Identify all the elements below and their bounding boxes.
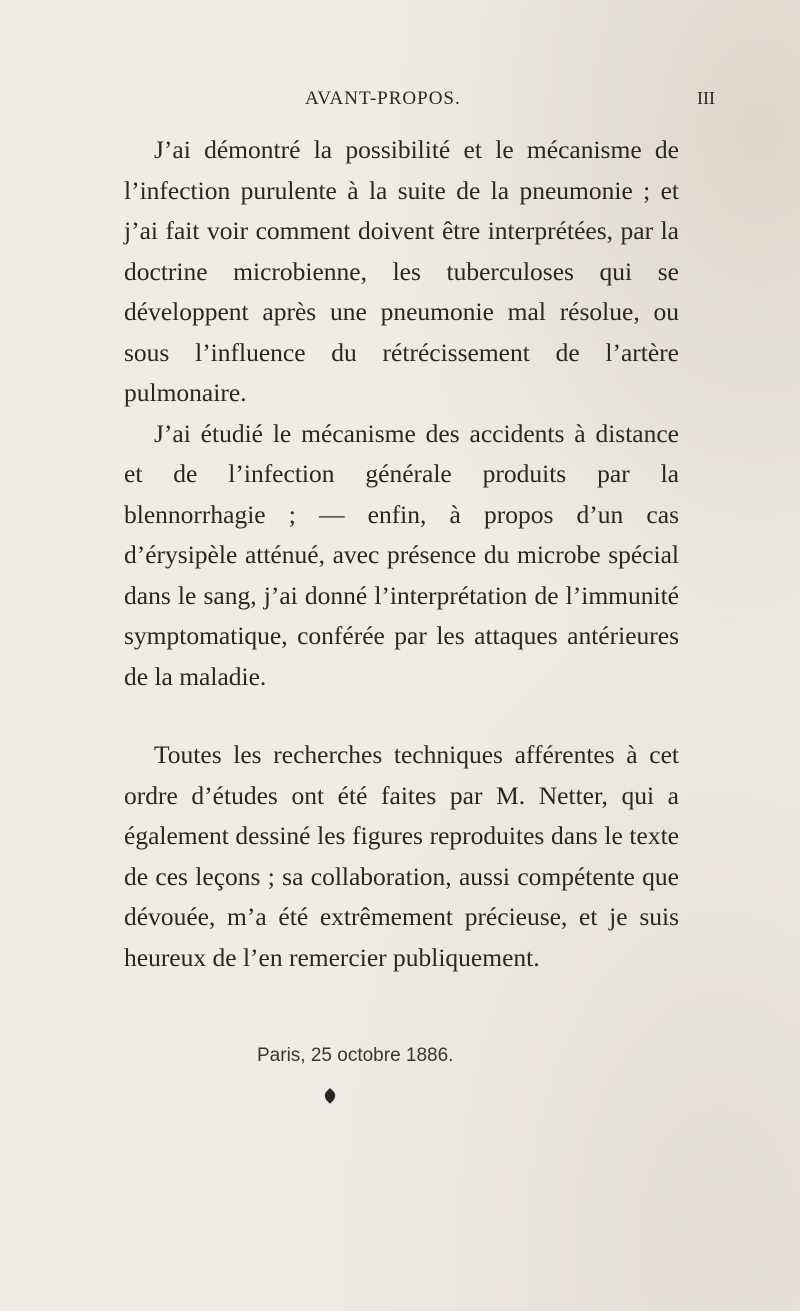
paragraph-spacer xyxy=(124,697,679,735)
fleuron-ornament-icon xyxy=(323,1088,337,1104)
running-title: AVANT-PROPOS. xyxy=(305,88,461,109)
paragraph-3: Toutes les recherches techniques afférentes à cet ordre d’études ont été faites par M. Netter, qui a également dessiné les figures reproduites dans le texte de ces leçons ; sa collaboration, aussi compétente que dévouée, m’a été extrêmement précieuse, et je suis heureux de l’en remercier publiquement. xyxy=(124,740,679,972)
paragraph-2: J’ai étudié le mécanisme des accidents à distance et de l’infection générale produits par la blennorrhagie ; — enfin, à propos d’un cas d’érysipèle atténué, avec présence du microbe spécial dans le sang, j’ai donné l’interprétation de l’immunité symptomatique, conférée par les attaques antérieures de la maladie. xyxy=(124,418,679,691)
date-signature: Paris, 25 octobre 1886. xyxy=(257,1045,454,1066)
running-head xyxy=(0,88,800,118)
body-text xyxy=(124,130,679,978)
page-number: III xyxy=(697,88,715,108)
paragraph-1: J’ai démontré la possibilité et le mécanisme de l’infection purulente à la suite de la pneumonie ; et j’ai fait voir comment doivent être interprétées, par la doctrine microbienne, les tuberculoses qui se développent après une pneumonie mal résolue, ou sous l’influence du rétrécissement de l’artère pulmonaire. xyxy=(124,135,679,407)
